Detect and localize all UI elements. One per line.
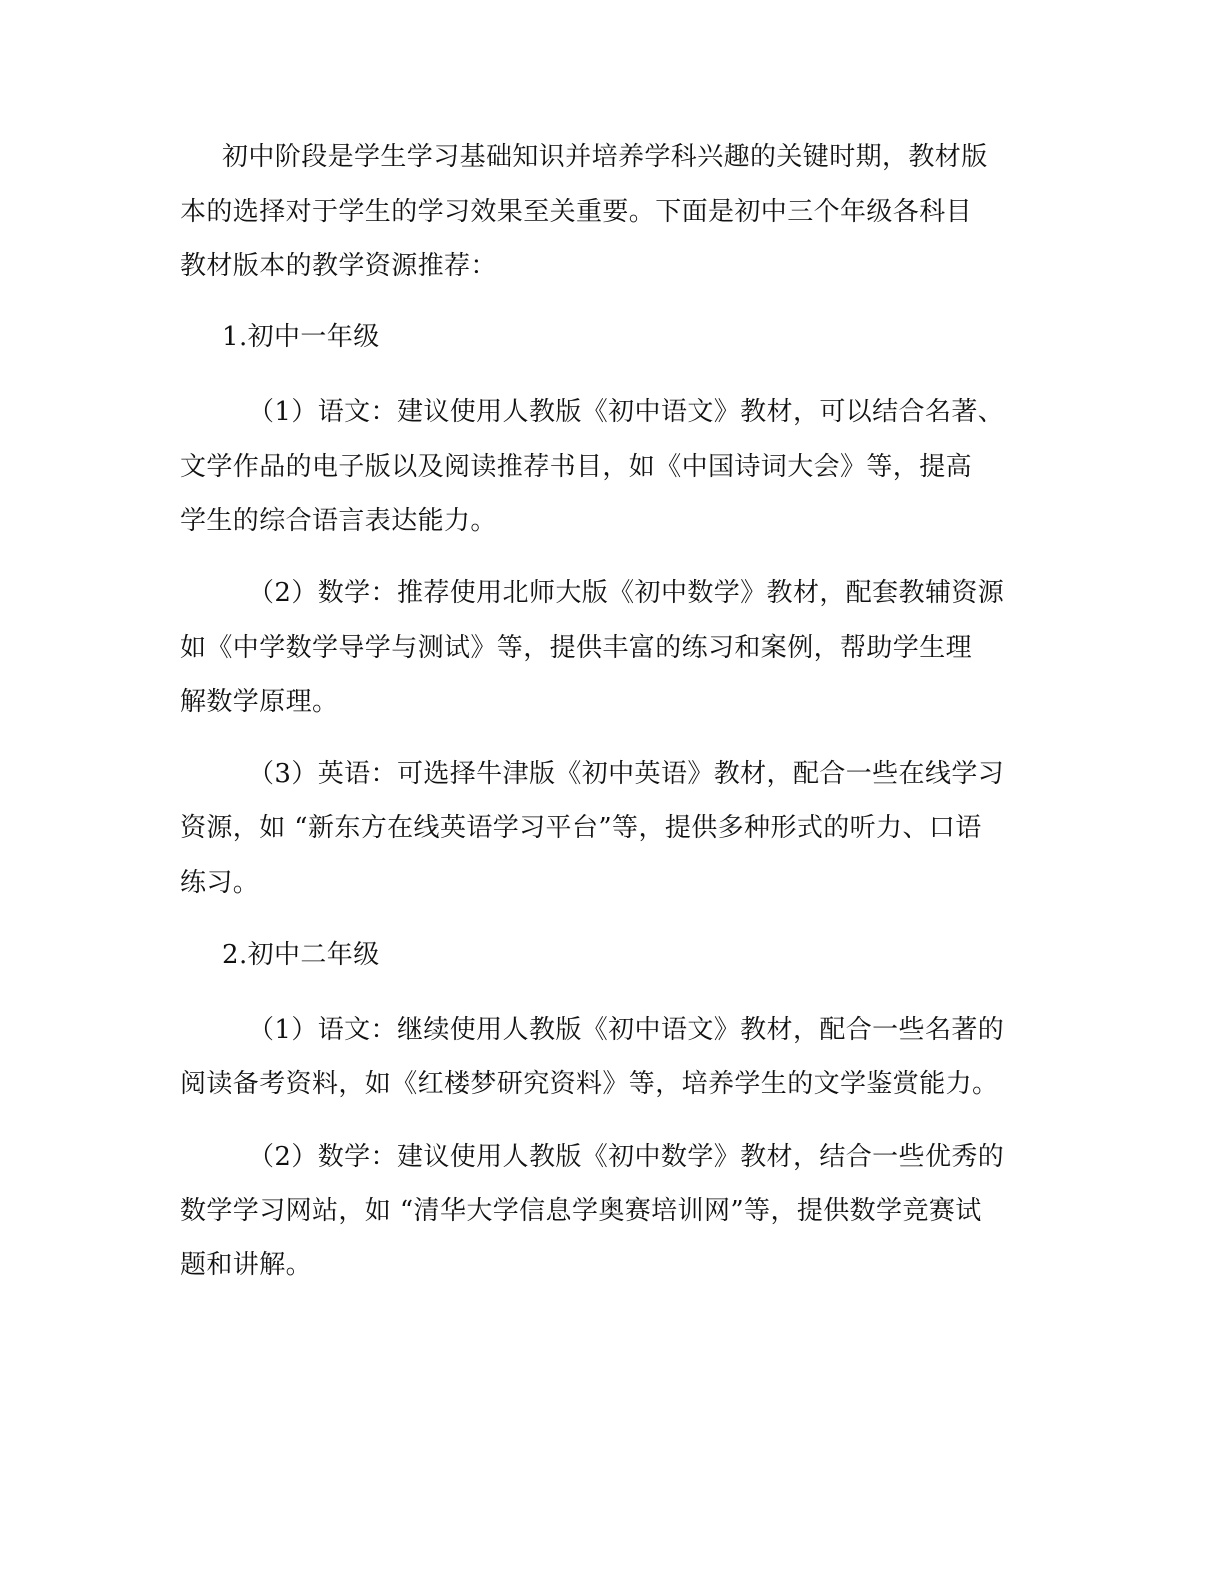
grade1-math-line-3: 解数学原理。 — [180, 687, 339, 717]
intro-line-3: 教材版本的教学资源推荐： — [180, 251, 497, 281]
grade1-english-line-2: 资源，如 “新东方在线英语学习平台”等，提供多种形式的听力、口语 — [180, 813, 982, 843]
grade2-math-line-2: 数学学习网站，如 “清华大学信息学奥赛培训网”等，提供数学竞赛试 — [180, 1196, 982, 1226]
grade1-chinese-line-1: （1）语文：建议使用人教版《初中语文》教材，可以结合名著、 — [248, 397, 1005, 427]
grade1-english-line-3: 练习。 — [180, 868, 260, 898]
grade1-chinese-line-2: 文学作品的电子版以及阅读推荐书目，如《中国诗词大会》等，提高 — [180, 452, 973, 482]
grade2-heading: 2.初中二年级 — [222, 940, 380, 970]
intro-line-2: 本的选择对于学生的学习效果至关重要。下面是初中三个年级各科目 — [180, 197, 973, 227]
intro-line-1: 初中阶段是学生学习基础知识并培养学科兴趣的关键时期，教材版 — [222, 142, 988, 172]
grade2-chinese-line-2: 阅读备考资料，如《红楼梦研究资料》等，培养学生的文学鉴赏能力。 — [180, 1069, 999, 1099]
grade1-math-line-1: （2）数学：推荐使用北师大版《初中数学》教材，配套教辅资源 — [248, 578, 1005, 608]
grade1-chinese-line-3: 学生的综合语言表达能力。 — [180, 506, 497, 536]
grade1-heading: 1.初中一年级 — [222, 322, 380, 352]
grade2-chinese-line-1: （1）语文：继续使用人教版《初中语文》教材，配合一些名著的 — [248, 1015, 1005, 1045]
grade1-english-line-1: （3）英语：可选择牛津版《初中英语》教材，配合一些在线学习 — [248, 759, 1005, 789]
grade2-math-line-3: 题和讲解。 — [180, 1250, 313, 1280]
grade2-math-line-1: （2）数学：建议使用人教版《初中数学》教材，结合一些优秀的 — [248, 1142, 1005, 1172]
grade1-math-line-2: 如《中学数学导学与测试》等，提供丰富的练习和案例，帮助学生理 — [180, 633, 973, 663]
